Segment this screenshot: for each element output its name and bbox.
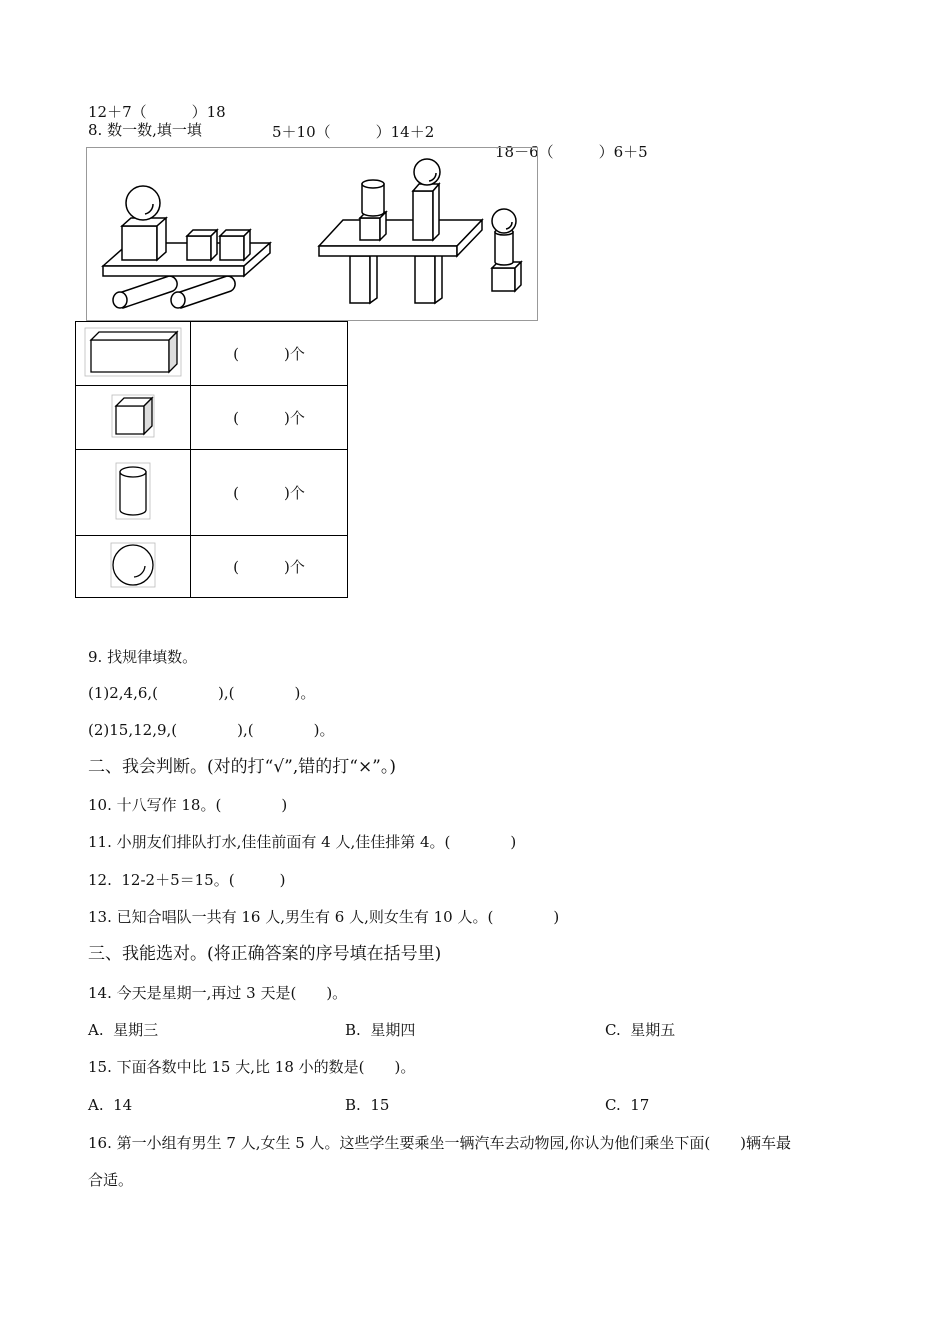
cube-large bbox=[122, 226, 157, 260]
table-row bbox=[76, 386, 348, 450]
q13[interactable]: 13. 已知合唱队一共有 16 人,男生有 6 人,则女生有 10 人。( ) bbox=[88, 908, 560, 926]
leg-1 bbox=[350, 256, 370, 303]
q14-option-a[interactable]: A. 星期三 bbox=[88, 1021, 159, 1039]
compare-item-1[interactable]: 12＋7（ ）18 bbox=[88, 103, 226, 121]
compare-item-3[interactable]: 18－6（ ）6＋5 bbox=[495, 143, 648, 161]
table-row bbox=[76, 450, 348, 536]
shape-cell bbox=[76, 386, 191, 450]
cylinder-wheel-left bbox=[113, 276, 177, 308]
q15-option-b[interactable]: B. 15 bbox=[345, 1096, 390, 1114]
answer-cylinder[interactable]: ( )个 bbox=[191, 450, 348, 536]
q16-line1: 16. 第一小组有男生 7 人,女生 5 人。这些学生要乘坐一辆汽车去动物园,你认为他们乘坐下面( )辆车最 bbox=[88, 1134, 792, 1152]
section-3-heading: 三、我能选对。(将正确答案的序号填在括号里) bbox=[88, 944, 442, 964]
table-row bbox=[76, 322, 348, 386]
q14-text: 14. 今天是星期一,再过 3 天是( )。 bbox=[88, 984, 348, 1002]
cube-icon bbox=[111, 394, 155, 438]
q14-option-b[interactable]: B. 星期四 bbox=[345, 1021, 416, 1039]
q15-option-a[interactable]: A. 14 bbox=[88, 1096, 133, 1114]
shape-cell bbox=[76, 450, 191, 536]
cube-under-cylinder bbox=[360, 218, 380, 240]
sphere-side bbox=[492, 209, 516, 233]
table-row bbox=[76, 536, 348, 598]
cube-small-2 bbox=[220, 236, 244, 260]
cylinder-top bbox=[362, 184, 384, 216]
q10[interactable]: 10. 十八写作 18。( ) bbox=[88, 796, 288, 814]
board-right bbox=[319, 220, 482, 246]
cylinder-wheel-right bbox=[171, 276, 235, 308]
q14-option-c[interactable]: C. 星期五 bbox=[605, 1021, 676, 1039]
blocks-figure bbox=[86, 147, 538, 321]
cylinder-icon bbox=[115, 462, 151, 520]
q8-title: 8. 数一数,填一填 bbox=[88, 121, 202, 139]
tall-cuboid bbox=[413, 191, 433, 240]
q16-line2: 合适。 bbox=[88, 1171, 134, 1189]
answer-cuboid[interactable]: ( )个 bbox=[191, 322, 348, 386]
sphere-top-right bbox=[414, 159, 440, 185]
cuboid-icon bbox=[83, 326, 183, 378]
answer-sphere[interactable]: ( )个 bbox=[191, 536, 348, 598]
answer-cube[interactable]: ( )个 bbox=[191, 386, 348, 450]
q9-title: 9. 找规律填数。 bbox=[88, 648, 198, 666]
cube-side bbox=[492, 268, 515, 291]
q15-option-c[interactable]: C. 17 bbox=[605, 1096, 650, 1114]
q12[interactable]: 12. 12-2＋5＝15。( ) bbox=[88, 871, 286, 889]
shape-cell bbox=[76, 322, 191, 386]
sphere-icon bbox=[110, 542, 156, 588]
leg-2 bbox=[415, 256, 435, 303]
compare-item-2[interactable]: 5＋10（ ）14＋2 bbox=[272, 123, 435, 141]
q9-line2[interactable]: (2)15,12,9,( ),( )。 bbox=[88, 721, 335, 739]
sphere-top-left bbox=[126, 186, 160, 220]
cube-small-1 bbox=[187, 236, 211, 260]
shape-cell bbox=[76, 536, 191, 598]
shape-count-table bbox=[75, 321, 348, 598]
cylinder-side bbox=[495, 232, 513, 265]
q15-text: 15. 下面各数中比 15 大,比 18 小的数是( )。 bbox=[88, 1058, 416, 1076]
q9-line1[interactable]: (1)2,4,6,( ),( )。 bbox=[88, 684, 316, 702]
q11[interactable]: 11. 小朋友们排队打水,佳佳前面有 4 人,佳佳排第 4。( ) bbox=[88, 833, 517, 851]
section-2-heading: 二、我会判断。(对的打“√”,错的打“×”。) bbox=[88, 757, 397, 777]
